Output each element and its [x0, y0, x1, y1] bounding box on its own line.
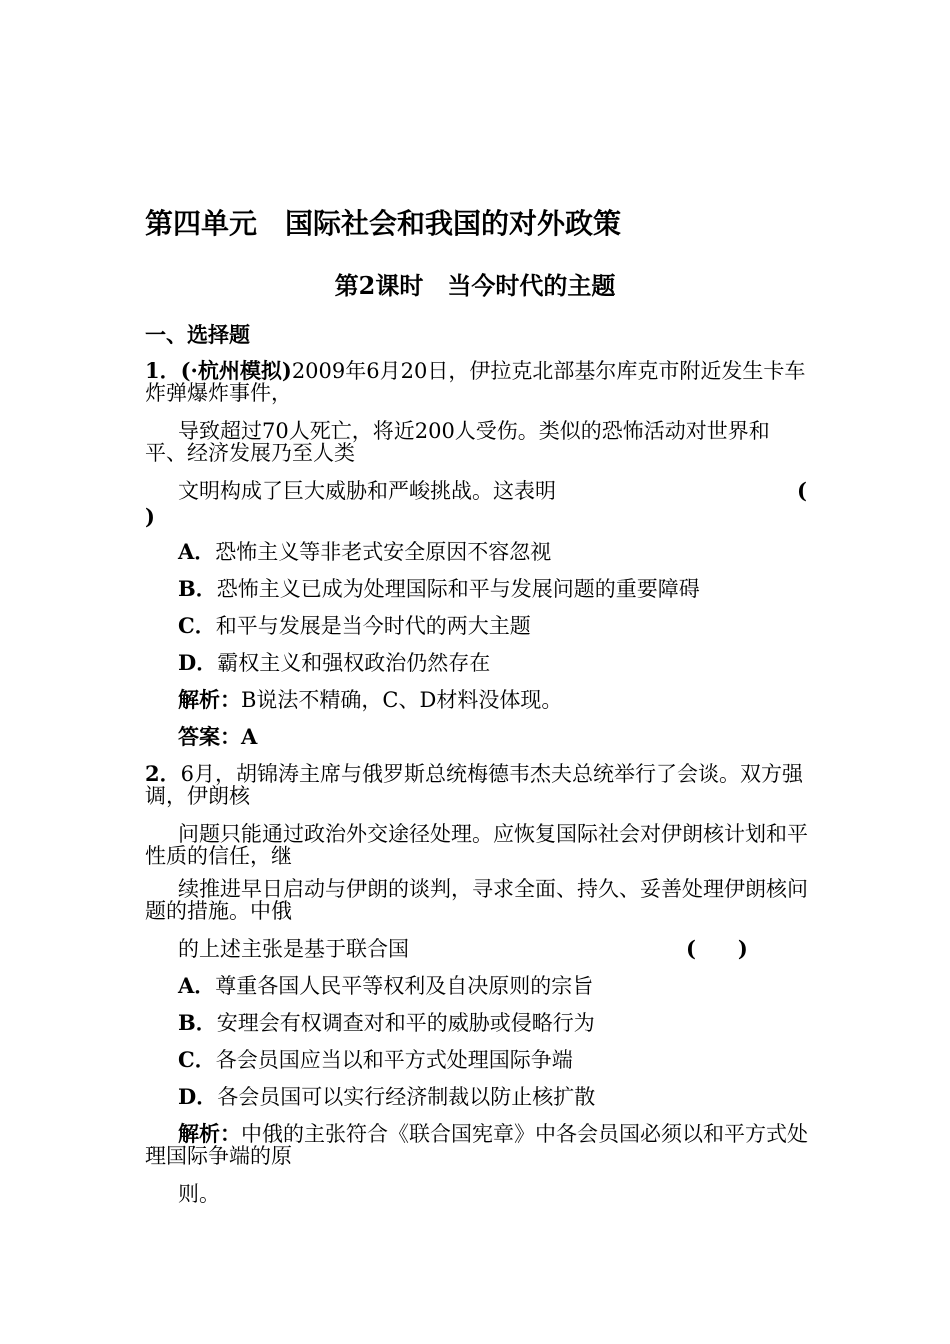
option-label: C． [178, 1047, 216, 1072]
q2-stem-text: 6月，胡锦涛主席与俄罗斯总统梅德韦杰夫总统举行了会谈。双方强调，伊朗核 [145, 762, 803, 808]
option-label: A． [178, 973, 216, 998]
option-text: 各会员国可以实行经济制裁以防止核扩散 [217, 1085, 596, 1109]
option-label: D． [178, 1084, 218, 1109]
q1-option-b [145, 578, 810, 600]
lesson-title: 第2课时 当今时代的主题 [334, 271, 616, 300]
q1-stem-line2: 导致超过70人死亡，将近200人受伤。类似的恐怖活动对世界和平、经济发展乃至人类 [145, 419, 770, 465]
q2-stem-line3: 续推进早日启动与伊朗的谈判，寻求全面、持久、妥善处理伊朗核问题的措施。中俄 [145, 877, 808, 923]
q2-number: 2． [145, 761, 181, 786]
analysis-label: 解析： [178, 687, 241, 712]
option-text: 恐怖主义等非老式安全原因不容忽视 [215, 540, 552, 564]
q1-stem-line1 [145, 360, 810, 404]
q2-analysis [145, 1123, 810, 1167]
analysis-text: 中俄的主张符合《联合国宪章》中各会员国必须以和平方式处理国际争端的原 [145, 1122, 808, 1168]
section-label: 一、选择题 [145, 322, 250, 347]
q1-source: (·杭州模拟) [180, 358, 292, 383]
q1-answer-paren-close: ) [145, 504, 155, 529]
option-text: 和平与发展是当今时代的两大主题 [215, 614, 531, 638]
q2-option-a [145, 975, 810, 997]
q1-option-c [145, 615, 810, 637]
q2-option-b [145, 1012, 810, 1034]
q1-option-d [145, 652, 810, 674]
q1-answer [145, 726, 810, 748]
q2-option-c [145, 1049, 810, 1071]
option-label: B． [178, 576, 217, 601]
option-label: C． [178, 613, 216, 638]
option-label: A． [178, 539, 216, 564]
analysis-label: 解析： [178, 1121, 241, 1146]
analysis-text: B说法不精确，C、D材料没体现。 [241, 688, 563, 712]
option-text: 恐怖主义已成为处理国际和平与发展问题的重要障碍 [216, 577, 700, 601]
option-text: 安理会有权调查对和平的威胁或侵略行为 [216, 1011, 595, 1035]
answer-text: A [241, 724, 258, 749]
q2-answer-paren: ( ) [686, 936, 748, 961]
option-text: 霸权主义和强权政治仍然存在 [217, 651, 491, 675]
q2-analysis-tail: 则。 [178, 1182, 220, 1206]
q1-number: 1． [145, 358, 181, 383]
answer-label: 答案： [178, 724, 241, 749]
q1-answer-paren-open: ( [797, 478, 807, 503]
q1-stem-line3: 文明构成了巨大威胁和严峻挑战。这表明 [178, 479, 556, 503]
q1-analysis [145, 689, 810, 711]
option-label: B． [178, 1010, 217, 1035]
q2-stem-line4: 的上述主张是基于联合国 [178, 937, 409, 961]
q2-option-d [145, 1086, 810, 1108]
unit-title: 第四单元 国际社会和我国的对外政策 [145, 207, 622, 240]
q2-stem-line2: 问题只能通过政治外交途径处理。应恢复国际社会对伊朗核计划和平性质的信任，继 [145, 822, 808, 868]
option-text: 尊重各国人民平等权利及自决原则的宗旨 [215, 974, 594, 998]
option-label: D． [178, 650, 218, 675]
option-text: 各会员国应当以和平方式处理国际争端 [215, 1048, 573, 1072]
q1-stem-text: 2009年6月20日，伊拉克北部基尔库克市附近发生卡车炸弹爆炸事件， [145, 359, 806, 405]
q2-stem-line1 [145, 763, 810, 807]
q1-option-a [145, 541, 810, 563]
